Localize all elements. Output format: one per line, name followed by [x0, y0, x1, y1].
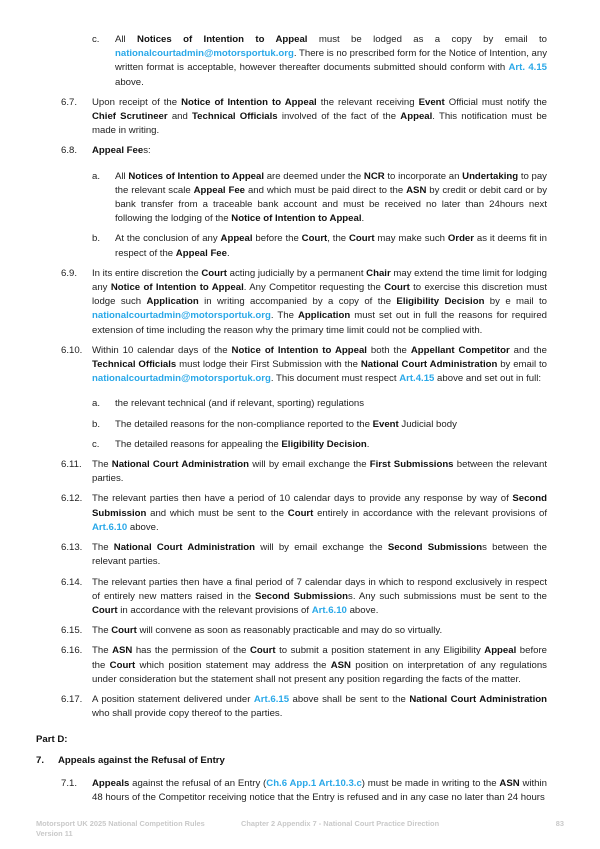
- text-run: by credit or debit card or by bank transfer from a traceable bank account and must be received no later than 24hours next following the lodging of the: [115, 184, 547, 225]
- defined-term: First Submissions: [369, 459, 454, 471]
- defined-term: Event: [418, 96, 445, 108]
- text-run: The detailed reasons for the non-compliance reported to the: [115, 418, 373, 430]
- defined-term: Notice of Intention to Appeal: [231, 213, 362, 225]
- part-heading: [36, 733, 547, 747]
- clause: [92, 397, 547, 411]
- clause: [61, 344, 547, 387]
- text-run: and which must be sent to the: [146, 507, 288, 519]
- text-run: position on interpretation of any regulations under consideration but the statement shall not present any position regarding the facts of the matter.: [92, 659, 547, 685]
- text-run: ) must be made in writing to the: [361, 777, 500, 789]
- clause-number: 6.17.: [61, 693, 83, 705]
- defined-term: Appellant Competitor: [410, 344, 510, 356]
- reference-link[interactable]: Ch.6 App.1 Art.10.3.c: [266, 777, 362, 789]
- text-run: .: [226, 247, 230, 259]
- text-run: above shall be sent to the: [289, 693, 410, 705]
- text-run: against the refusal of an Entry (: [129, 777, 267, 789]
- reference-link[interactable]: nationalcourtadmin@motorsportuk.org: [92, 310, 271, 322]
- text-run: between the relevant parties.: [92, 459, 547, 485]
- defined-term: Order: [447, 233, 475, 245]
- text-run: . There is no prescribed form for the Notice of Intention, any written format is acceptable, however thereafter documents submitted should conform with: [115, 48, 547, 74]
- clause-text: [92, 344, 547, 387]
- clause: [61, 693, 547, 721]
- clause: [61, 576, 547, 619]
- text-run: will by email exchange the: [249, 459, 370, 471]
- defined-term: National Court Administration: [360, 359, 498, 371]
- defined-term: Appeal: [220, 233, 253, 245]
- clause-number: b.: [92, 233, 101, 245]
- defined-term: Undertaking: [462, 170, 519, 182]
- clause-number: 6.13.: [61, 542, 83, 554]
- defined-term: Court: [109, 659, 136, 671]
- defined-term: Appeal: [400, 111, 433, 123]
- clause-text: [92, 777, 547, 805]
- text-run: to pay the relevant scale: [115, 170, 547, 196]
- text-run: within 48 hours of the Competitor receiving notice that the Entry is refused and in any case no later than 24 hours: [92, 777, 547, 803]
- defined-term: Technical Officials: [192, 111, 278, 123]
- defined-term: Court: [111, 625, 137, 637]
- text-run: may make such: [374, 233, 448, 245]
- clause-text: [92, 693, 547, 721]
- text-run: are deemed under the: [264, 170, 364, 182]
- defined-term: ASN: [499, 777, 520, 789]
- text-run: both the: [366, 344, 411, 356]
- text-run: .: [366, 438, 370, 450]
- text-run: must be lodged as a copy by email to: [307, 34, 547, 45]
- clause-text: [115, 438, 547, 452]
- clause-text: [92, 492, 547, 535]
- text-run: The: [92, 542, 114, 554]
- defined-term: Technical Officials: [92, 359, 177, 371]
- defined-term: Second Submission: [387, 542, 483, 554]
- text-run: .: [361, 213, 365, 225]
- clause-number: 6.9.: [61, 267, 78, 279]
- text-run: which position statement may address the: [135, 659, 331, 671]
- text-run: to exercise this discretion must lodge such: [92, 282, 547, 308]
- defined-term: Notice of Intention to Appeal: [181, 96, 317, 108]
- footer-left: [36, 819, 232, 839]
- text-run: s:: [143, 145, 151, 157]
- text-run: above.: [115, 76, 144, 88]
- defined-term: Chief Scrutineer: [92, 111, 168, 123]
- text-run: In its entire discretion the: [92, 267, 202, 279]
- text-run: in writing accompanied by a copy of the: [198, 296, 397, 308]
- text-run: Official must notify the: [444, 96, 547, 108]
- clause: [61, 96, 547, 139]
- reference-link[interactable]: Art.6.15: [253, 693, 290, 705]
- text-run: before the: [92, 645, 547, 671]
- text-run: s. Any such submissions must be sent to the: [348, 590, 547, 602]
- reference-link[interactable]: nationalcourtadmin@motorsportuk.org: [115, 48, 294, 60]
- text-run: the relevant receiving: [316, 96, 419, 108]
- text-run: to incorporate an: [384, 170, 463, 182]
- text-run: . This notification must be made in writing.: [92, 111, 548, 137]
- clause-text: [92, 144, 547, 158]
- clause-text: [115, 397, 547, 411]
- defined-term: Court: [301, 233, 328, 245]
- text-run: to submit a position statement in any Eligibility: [275, 645, 485, 657]
- text-run: will by email exchange the: [255, 542, 388, 554]
- clause-text: [92, 576, 547, 619]
- clause: [92, 170, 547, 227]
- text-run: Within 10 calendar days of the: [92, 344, 232, 356]
- defined-term: Court: [201, 267, 227, 279]
- footer-version: Version 11: [36, 829, 73, 839]
- clause-number: 6.15.: [61, 625, 83, 637]
- defined-term: Court: [287, 507, 314, 519]
- defined-term: Appeal Fee: [175, 247, 227, 259]
- text-run: above and set out in full:: [434, 373, 542, 385]
- text-run: The: [92, 645, 113, 657]
- text-run: and the: [509, 344, 547, 356]
- defined-term: ASN: [406, 184, 427, 196]
- clause: [61, 458, 547, 486]
- clause-text: [92, 644, 547, 687]
- clause-number: 6.12.: [61, 493, 83, 505]
- text-run: The: [92, 625, 112, 637]
- text-run: by e mail to: [484, 296, 547, 308]
- clause-number: c.: [92, 438, 100, 450]
- reference-link[interactable]: Art.4.15: [399, 373, 435, 385]
- defined-term: Notices of Intention to Appeal: [137, 34, 308, 45]
- text-run: Judicial body: [398, 418, 457, 430]
- text-run: acting judicially by a permanent: [226, 267, 367, 279]
- text-run: Upon receipt of the: [92, 96, 182, 108]
- defined-term: Notice of Intention to Appeal: [110, 282, 244, 294]
- text-run: and which must be paid direct to the: [245, 184, 407, 196]
- text-run: s between the relevant parties.: [92, 542, 547, 568]
- page-footer: [36, 819, 564, 843]
- text-run: must lodge their First Submission with the: [176, 359, 361, 371]
- defined-term: Chair: [366, 267, 391, 279]
- text-run: All: [115, 34, 138, 45]
- text-run: and: [167, 111, 193, 123]
- reference-link[interactable]: Art.6.10: [92, 521, 128, 533]
- text-run: , the: [327, 233, 349, 245]
- text-run: The detailed reasons for appealing the: [115, 438, 282, 450]
- footer-chapter: Chapter 2 Appendix 7 - National Court Practice Direction: [241, 819, 440, 829]
- clause-text: [115, 418, 547, 432]
- clause-number: 7.: [36, 754, 45, 766]
- defined-term: Appeals against the Refusal of Entry: [58, 754, 225, 766]
- defined-term: Event: [372, 418, 399, 430]
- text-run: above.: [346, 604, 379, 616]
- page-number: 83: [555, 819, 564, 829]
- clause: [61, 267, 547, 338]
- defined-term: Second Submission: [255, 590, 349, 602]
- defined-term: National Court Administration: [409, 693, 547, 705]
- clause: [61, 492, 547, 535]
- text-run: A position statement delivered under: [92, 693, 254, 705]
- clause: [61, 777, 547, 805]
- defined-term: Court: [348, 233, 375, 245]
- clause-number: 6.11.: [61, 459, 82, 471]
- text-run: At the conclusion of any: [115, 233, 221, 245]
- text-run: . Any Competitor requesting the: [243, 282, 385, 294]
- clause-text: [58, 754, 547, 768]
- clause-text: [92, 624, 547, 638]
- clause-number: c.: [92, 34, 100, 45]
- clause: [61, 624, 547, 638]
- reference-link[interactable]: Art.6.10: [311, 604, 347, 616]
- defined-term: Appeals: [92, 777, 130, 789]
- clause-number: 6.7.: [61, 96, 78, 108]
- clause: [92, 438, 547, 452]
- clause: [92, 418, 547, 432]
- clause: [92, 232, 547, 260]
- text-run: who shall provide copy thereof to the parties.: [92, 708, 283, 720]
- defined-term: Eligibility Decision: [396, 296, 485, 308]
- defined-term: Second Submission: [92, 493, 547, 519]
- defined-term: Appeal Fee: [92, 145, 144, 157]
- text-run: the relevant technical (and if relevant, sporting) regulations: [115, 398, 365, 410]
- reference-link[interactable]: nationalcourtadmin@motorsportuk.org: [92, 373, 271, 385]
- clause-number: 6.8.: [61, 145, 78, 157]
- text-run: The: [92, 459, 112, 471]
- clause-text: [92, 458, 547, 486]
- clause: [61, 541, 547, 569]
- clause-text: [115, 232, 547, 260]
- defined-term: Appeal Fee: [193, 184, 246, 196]
- text-run: before the: [252, 233, 302, 245]
- defined-term: Court: [92, 604, 118, 616]
- text-run: . The: [270, 310, 298, 322]
- clause-number: 6.10.: [61, 344, 83, 356]
- defined-term: Court: [249, 645, 276, 657]
- clause-text: [92, 96, 547, 139]
- text-run: The relevant parties then have a period of 10 calendar days to provide any response by way of: [92, 493, 513, 505]
- defined-term: National Court Administration: [113, 542, 256, 554]
- clause: [61, 144, 547, 158]
- clause-number: 6.14.: [61, 576, 83, 588]
- footer-title: Motorsport UK 2025 National Competition Rules: [36, 819, 205, 829]
- section-heading: [36, 754, 547, 768]
- clause: [61, 644, 547, 687]
- text-run: entirely in accordance with the relevant provisions of: [313, 507, 547, 519]
- text-run: above.: [127, 521, 159, 533]
- text-run: by email to: [497, 359, 548, 371]
- defined-term: Eligibility Decision: [281, 438, 367, 450]
- defined-term: Appeal: [484, 645, 517, 657]
- defined-term: Notices of Intention to Appeal: [128, 170, 265, 182]
- text-run: as it deems fit in respect of the: [115, 233, 547, 259]
- clause-text: [92, 267, 547, 338]
- defined-term: Notice of Intention to Appeal: [231, 344, 367, 356]
- text-run: must set out in full the reasons for required extension of time including the reason why the primary time limit could not be complied with.: [92, 310, 547, 336]
- clause-number: 7.1.: [61, 777, 78, 789]
- text-run: . This document must respect: [270, 373, 400, 385]
- clause-number: 6.16.: [61, 645, 83, 657]
- text-run: involved of the fact of the: [277, 111, 401, 123]
- text-run: All: [115, 170, 129, 182]
- clause: [92, 33, 547, 90]
- clause-number: a.: [92, 170, 101, 182]
- reference-link[interactable]: Art. 4.15: [508, 62, 547, 74]
- clause-number: b.: [92, 418, 101, 430]
- clause-text: [36, 733, 547, 747]
- text-run: may extend the time limit for lodging any: [92, 267, 547, 294]
- text-run: The relevant parties then have a final period of 7 calendar days in which to respond exclusively in respect of entirely new matters raised in the: [92, 576, 547, 602]
- clause-text: [92, 541, 547, 569]
- defined-term: ASN: [330, 659, 351, 671]
- clause-text: [115, 170, 547, 227]
- text-run: has the permission of the: [132, 645, 250, 657]
- clause-number: a.: [92, 398, 101, 410]
- defined-term: National Court Administration: [111, 459, 250, 471]
- defined-term: Court: [384, 282, 410, 294]
- text-run: in accordance with the relevant provisions of: [117, 604, 312, 616]
- defined-term: Part D:: [36, 734, 68, 746]
- clause-text: [115, 33, 547, 90]
- defined-term: Application: [146, 296, 199, 308]
- defined-term: ASN: [112, 645, 133, 657]
- defined-term: Application: [297, 310, 351, 322]
- defined-term: NCR: [363, 170, 385, 182]
- text-run: will convene as soon as reasonably practicable and may do so virtually.: [136, 625, 443, 637]
